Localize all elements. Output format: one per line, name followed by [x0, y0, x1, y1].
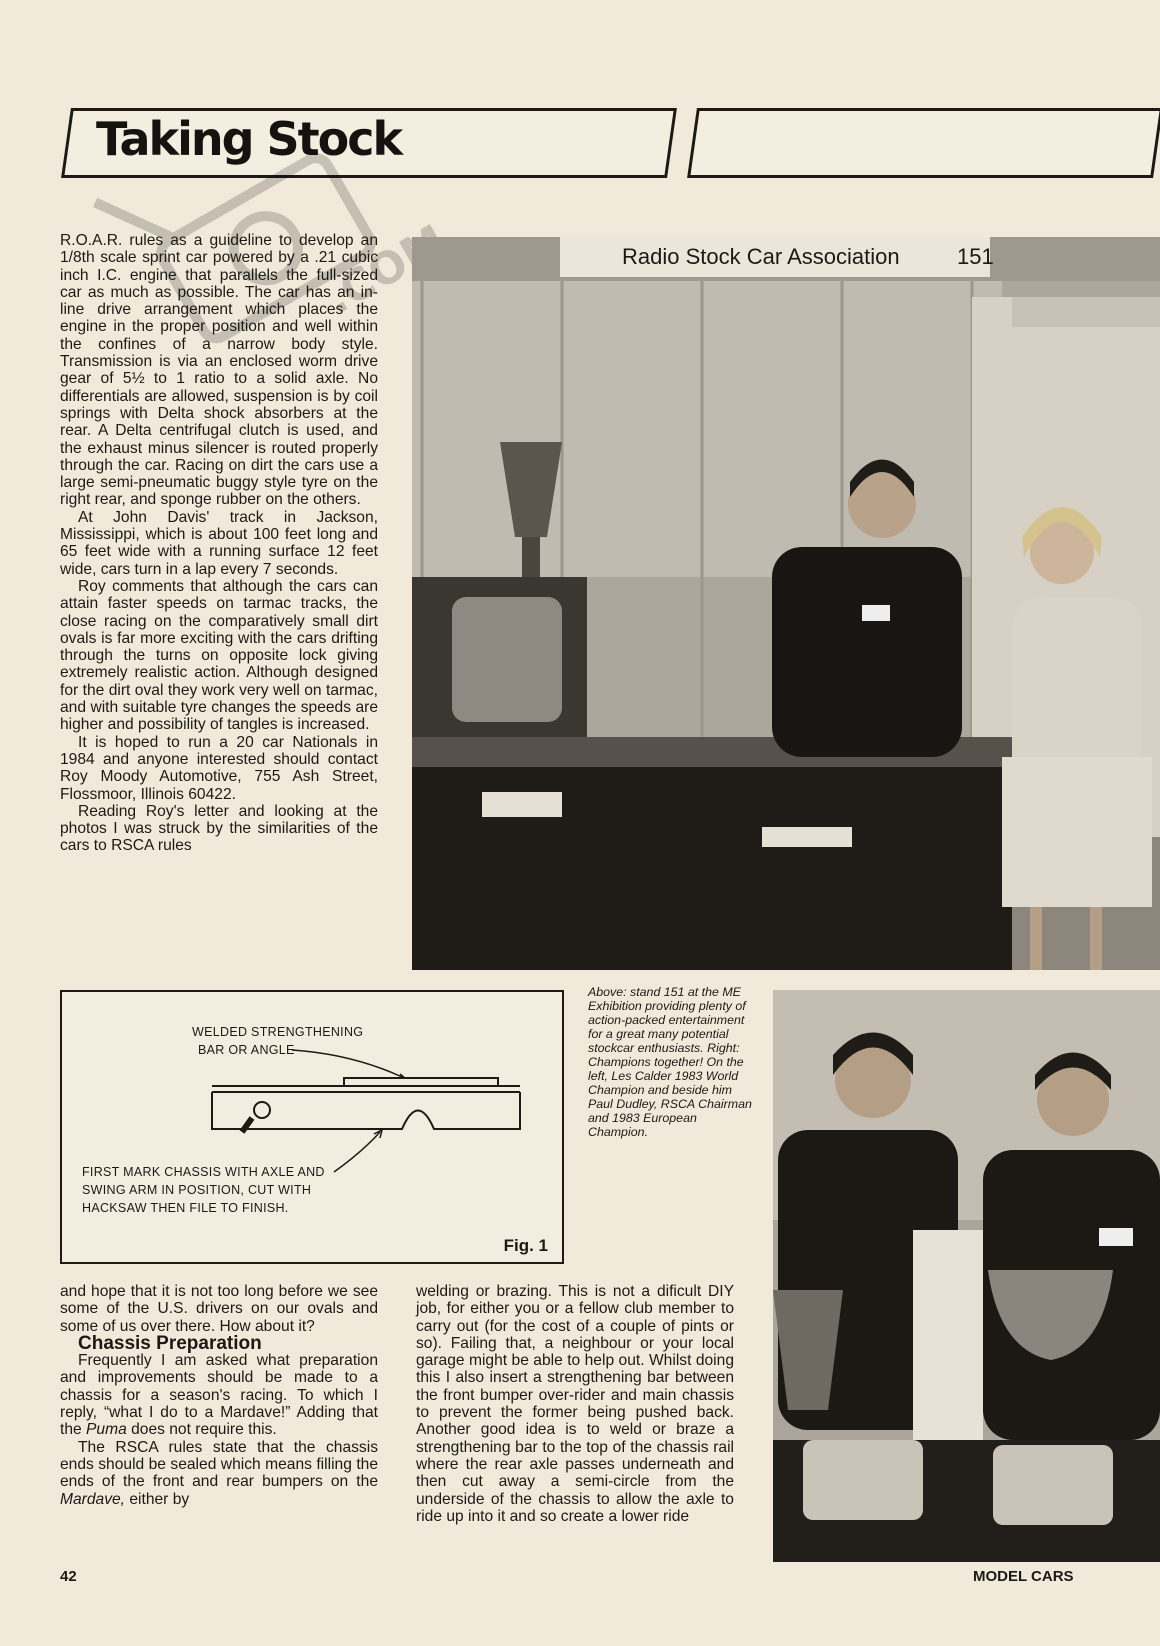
paragraph: Roy comments that although the cars can attain faster speeds on tarmac tracks, the close racing on the comparatively small dirt ovals is far more exciting with the cars drifting through the turns on opposite lock giving extremely realistic action. Although designed for the dirt oval they work very well on tarmac, and with suitable tyre changes the speeds are higher and possibility of tangles is increased.: [60, 577, 378, 734]
magazine-name: MODEL CARS: [973, 1568, 1074, 1585]
figure-label-bottom-2: SWING ARM IN POSITION, CUT WITH: [82, 1183, 312, 1197]
paragraph: [60, 1352, 378, 1438]
quote: “what I do to a Mardave!”: [103, 1404, 291, 1422]
paragraph: [60, 1439, 378, 1508]
photo-caption: Above: stand 151 at the ME Exhibition providing plenty of action-packed entertainment for a great many potential stockcar enthusiasts. Right: Champions together! On the left, Les Calder 1983 World Champion and beside him Paul Dudley, RSCA Chairman and 1983 European Champion.: [588, 985, 752, 1139]
italic-text: Mardave,: [60, 1490, 126, 1508]
stand-number: 151: [957, 244, 994, 269]
column-1-top: [60, 232, 378, 977]
paragraph: Reading Roy's letter and looking at the photos I was struck by the similarities of the cars to RSCA rules: [60, 802, 378, 855]
figure-number: Fig. 1: [503, 1236, 548, 1255]
exhibition-stand-photo: [412, 237, 1160, 970]
stand-sign: Radio Stock Car Association: [622, 244, 900, 269]
paragraph: welding or brazing. This is not a dificult DIY job, for either you or a fellow club member to carry out (for the cost of a couple of pints or so). Failing that, a neighbour or your local garage might be able to help out. Whilst doing this I also insert a strengthening bar between the front bumper over-rider and main chassis to prevent the former being pushed back. Another good idea is to weld or braze a strengthening bar to the top of the chassis rail where the rear axle passes underneath and then cut away a semi-circle from the underside of the chassis to allow the axle to ride up into it and so create a lower ride: [416, 1283, 734, 1525]
figure-label-top-2: BAR OR ANGLE: [198, 1043, 295, 1057]
italic-text: Puma: [86, 1421, 127, 1439]
figure-1: [60, 990, 564, 1264]
page-number: 42: [60, 1568, 77, 1585]
watermark-text: .COM: [316, 215, 455, 325]
paragraph-text: does not require this.: [126, 1421, 277, 1439]
paragraph-text: either by: [125, 1490, 190, 1508]
figure-label-top-1: WELDED STRENGTHENING: [192, 1025, 364, 1039]
paragraph: It is hoped to run a 20 car Nationals in 1984 and anyone interested should contact Roy Moody Automotive, 755 Ash Street, Flossmoor, Illinois 60422.: [60, 733, 378, 803]
paragraph-text: Adding that the: [60, 1404, 379, 1439]
paragraph-text: The RSCA rules state that the chassis ends should be sealed which means filling the ends of the front and rear bumpers on the: [60, 1438, 378, 1491]
column-1-bottom: [60, 1283, 378, 1508]
chassis-diagram: [62, 992, 562, 1262]
paragraph: At John Davis' track in Jackson, Mississippi, which is about 100 feet long and 65 feet wide with a running surface 12 feet wide, cars turn in a lap every 7 seconds.: [60, 508, 378, 578]
paragraph: and hope that it is not too long before we see some of the U.S. drivers on our ovals and some of us over there. How about it?: [60, 1283, 378, 1335]
title-banner-right: [687, 108, 1160, 178]
figure-label-bottom-3: HACKSAW THEN FILE TO FINISH.: [82, 1201, 289, 1215]
page-title: Taking Stock: [96, 112, 402, 166]
paragraph-text: Frequently I am asked what preparation and improvements should be made to a chassis for a season's racing. To which I reply,: [60, 1352, 378, 1422]
champions-photo: [773, 990, 1160, 1562]
paragraph: R.O.A.R. rules as a guideline to develop an 1/8th scale sprint car powered by a .21 cubic inch I.C. engine that parallels the full-sized car as much as possible. The car has an in-line drive arrangement which places the engine in the proper position and well within the confines of a narrow body style. Transmission is via an enclosed worm drive gear of 5½ to 1 ratio to a solid axle. No differentials are allowed, suspension is by coil springs with Delta shock absorbers at the rear. A Delta centrifugal clutch is used, and the exhaust minus silencer is routed properly through the car. Racing on dirt the cars use a large semi-pneumatic buggy style tyre on the right rear, and sponge rubber on the others.: [60, 232, 378, 509]
figure-label-bottom-1: FIRST MARK CHASSIS WITH AXLE AND: [82, 1165, 325, 1179]
column-2-bottom: [416, 1283, 734, 1525]
section-heading: Chassis Preparation: [78, 1332, 262, 1354]
